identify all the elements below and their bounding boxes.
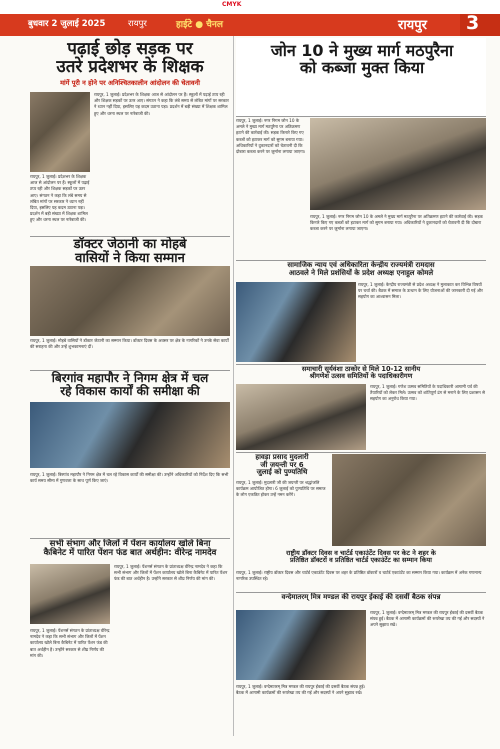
issue-date: बुधवार 2 जुलाई 2025	[28, 19, 106, 29]
story9-body-2: रायपुर, 1 जुलाई। पेंशनर्स संगठन के प्रांताध्यक्ष वीरेन्द्र नामदेव ने कहा कि सभी संभाग और जिलों में पेंशन कार्यालय खोले बिना कैबिनेट में पारित पेंशन फंड की बात अर्थहीन है। उन्होंने सरकार से शीघ्र निर्णय की मांग की।	[30, 628, 110, 658]
story10-body: रायपुर, 1 जुलाई। वन्देमातरम् मित्र मण्डल की रायपुर ईकाई की दसवीं बैठक संपन्न हुई। बैठक में आगामी कार्यक्रमों की रूपरेखा तय की गई और सदस्यों ने अपने सुझाव रखे।	[370, 610, 485, 628]
story1-body-2: रायपुर, 1 जुलाई। प्रदेशभर के शिक्षक आज से आंदोलन पर हैं। स्कूलों में पढ़ाई ठप्प रही और शिक्षक सड़कों पर उतर आए। संगठन ने कहा कि लंबे समय से लंबित मांगों पर सरकार ने ध्यान नहीं दिया, इसलिए यह कदम उठाना पड़ा। प्रदर्शन में बड़ी संख्या में शिक्षक शामिल हुए और धरना स्थल पर नारेबाजी की।	[30, 174, 90, 223]
story7-headline: हावड़ा प्रसाद मुदलारी जी जयन्ती पर 6 जुलाई को पुण्यतिथि	[255, 453, 309, 477]
story4-body: रायपुर, 1 जुलाई। केन्द्रीय राज्यमंत्री से प्रदेश अध्यक्ष ने मुलाकात कर विभिन्न विषयों पर चर्चा की। बैठक में समाज के उत्थान के लिए योजनाओं की जानकारी दी गई और सहयोग का आश्वासन मिला।	[358, 282, 483, 300]
story10-body-2: रायपुर, 1 जुलाई। वन्देमातरम् मित्र मण्डल की रायपुर ईकाई की दसवीं बैठक संपन्न हुई। बैठक में आगामी कार्यक्रमों की रूपरेखा तय की गई और सदस्यों ने अपने सुझाव रखे।	[236, 684, 366, 696]
story5-body: रायपुर, 1 जुलाई। गणेश उत्सव समितियों के पदाधिकारी आगामी पर्व की तैयारियों को लेकर मिले। उत्सव को शांतिपूर्ण ढंग से मनाने के लिए प्रशासन से सहयोग का अनुरोध किया गया।	[370, 384, 485, 402]
story8-headline: राष्ट्रीय डॉक्टर दिवस व चार्टर्ड एकाउंटेंट दिवस पर केट ने शहर के प्रतिष्ठित डॉक्टरों व प्रतिष्ठित चार्टर्ड एकाउंटेंट का सम्मान किया	[286, 549, 436, 565]
edition-city: रायपुर	[128, 19, 147, 29]
rule	[236, 452, 486, 453]
story9-headline: सभी संभाग और जिलों में पेंशन कार्यालय खोले बिना कैबिनेट में पारित पेंशन फंड बात अर्थहीन: वीरेन्द्र नामदेव	[43, 539, 217, 559]
rule	[30, 538, 230, 539]
page-number: 3	[466, 12, 480, 34]
rule	[236, 592, 486, 593]
story4-photo	[236, 282, 356, 362]
channel-logo: हाईटे ● चैनल	[176, 20, 223, 30]
story10-photo	[236, 610, 366, 680]
story1-photo	[30, 92, 90, 172]
story1-body: रायपुर, 1 जुलाई। प्रदेशभर के शिक्षक आज से आंदोलन पर हैं। स्कूलों में पढ़ाई ठप्प रही और शिक्षक सड़कों पर उतर आए। संगठन ने कहा कि लंबे समय से लंबित मांगों पर सरकार ने ध्यान नहीं दिया, इसलिए यह कदम उठाना पड़ा। प्रदर्शन में बड़ी संख्या में शिक्षक शामिल हुए और धरना स्थल पर नारेबाजी की।	[94, 92, 229, 116]
rule	[236, 364, 486, 365]
column-rule	[233, 36, 234, 736]
story6-photo	[30, 402, 230, 468]
story3-headline: डॉक्टर जेठानी का मोहबे वासियों ने किया सम्मान	[73, 237, 187, 267]
story6-headline: बिरगांव महापौर ने निगम क्षेत्र में चल रहे विकास कार्यों की समीक्षा की	[51, 371, 209, 398]
story9-body: रायपुर, 1 जुलाई। पेंशनर्स संगठन के प्रांताध्यक्ष वीरेन्द्र नामदेव ने कहा कि सभी संभाग और जिलों में पेंशन कार्यालय खोले बिना कैबिनेट में पारित पेंशन फंड की बात अर्थहीन है। उन्होंने सरकार से शीघ्र निर्णय की मांग की।	[114, 564, 228, 582]
story2-body-2: रायपुर, 1 जुलाई। नगर निगम जोन 10 के अमले ने मुख्य मार्ग मठपुरैना पर अतिक्रमण हटाने की कार्रवाई की। सड़क किनारे किए गए कब्जों को हटाकर मार्ग को सुगम बनाया गया। अधिकारियों ने दुकानदारों को चेतावनी दी कि दोबारा कब्जा करने पर जुर्माना लगाया जाएगा।	[310, 214, 483, 232]
story9-photo	[30, 564, 110, 624]
story6-body: रायपुर, 1 जुलाई। बिरगांव महापौर ने निगम क्षेत्र में चल रहे विकास कार्यों की समीक्षा की। उन्होंने अधिकारियों को निर्देश दिए कि सभी कार्य समय सीमा में गुणवत्ता के साथ पूर्ण किए जाएं।	[30, 472, 229, 484]
story5-photo	[236, 384, 366, 450]
story2-headline: जोन 10 ने मुख्य मार्ग मठपुरैना को कब्जा मुक्त किया	[270, 41, 454, 78]
story2-photo	[310, 118, 486, 210]
story8-photo	[332, 454, 486, 546]
story1-headline: पढ़ाई छोड़ सड़क पर उतरे प्रदेशभर के शिक्षक	[56, 39, 204, 78]
story2-body: रायपुर, 1 जुलाई। नगर निगम जोन 10 के अमले ने मुख्य मार्ग मठपुरैना पर अतिक्रमण हटाने की कार्रवाई की। सड़क किनारे किए गए कब्जों को हटाकर मार्ग को सुगम बनाया गया। अधिकारियों ने दुकानदारों को चेतावनी दी कि दोबारा कब्जा करने पर जुर्माना लगाया जाएगा।	[236, 118, 306, 155]
story3-photo	[30, 266, 230, 336]
story8-body: रायपुर, 1 जुलाई। राष्ट्रीय डॉक्टर दिवस और चार्टर्ड एकाउंटेंट दिवस पर शहर के प्रतिष्ठित डॉक्टरों व चार्टर्ड एकाउंटेंट का सम्मान किया गया। कार्यक्रम में अनेक गणमान्य नागरिक उपस्थित रहे।	[236, 570, 482, 582]
rule	[30, 370, 230, 371]
rule	[236, 260, 486, 261]
story5-headline: समाचारी सूर्यवंशा ठाकोर से मिले 10-12 सानीय श्रीगणेश उत्सव समितियों के पदाधिकारीगण	[301, 365, 421, 381]
rule	[30, 236, 230, 237]
story3-body: रायपुर, 1 जुलाई। मोहबे वासियों ने डॉक्टर जेठानी का सम्मान किया। डॉक्टर दिवस के अवसर पर क्षेत्र के नागरिकों ने उनके सेवा कार्यों की सराहना की और उन्हें शुभकामनाएं दीं।	[30, 338, 229, 350]
story1-subhead: मांगें पूरी न होने पर अनिश्चितकालीन आंदोलन की चेतावनी	[60, 79, 200, 87]
cmyk-mark: CMYK	[222, 1, 242, 8]
story4-headline: सामाजिक न्याय एवं अधिकारिता केन्द्रीय राज्यमंत्री रामदास आठवले ने मिले प्रशंसियों के प्रदेश अध्यक्ष एनाहुल कोमले	[287, 261, 435, 277]
story10-headline: वन्देमातरम् मित्र मण्डल की रायपुर ईकाई की दसवीं बैठक संपन्न	[281, 593, 441, 601]
story7-body: रायपुर, 1 जुलाई। मुदलारी जी की जयन्ती पर श्रद्धांजलि कार्यक्रम आयोजित होगा। 6 जुलाई को पुण्यतिथि पर समाज के लोग एकत्रित होकर उन्हें नमन करेंगे।	[236, 480, 326, 498]
section-name: रायपुर	[398, 18, 427, 33]
